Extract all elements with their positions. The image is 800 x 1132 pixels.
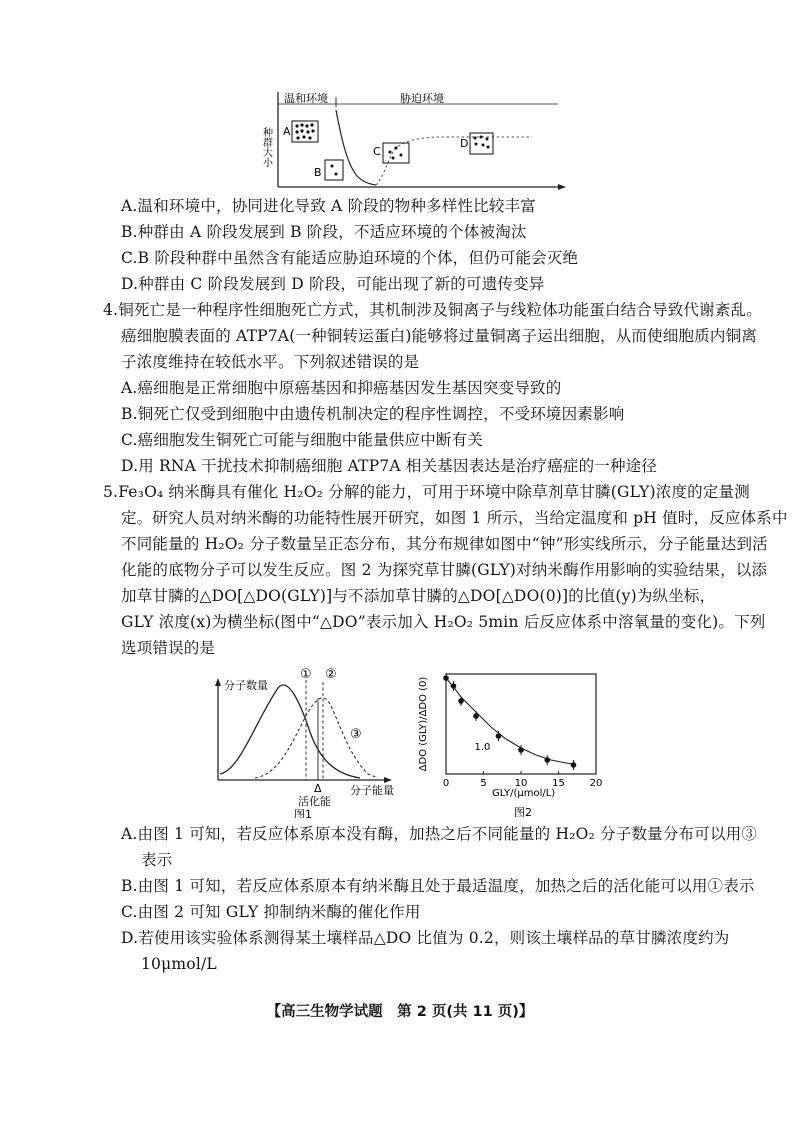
fig2-data-point <box>458 698 464 704</box>
fig1-ylabel: 分子数量 <box>224 679 268 692</box>
q4-stem-line3: 子浓度维持在较低水平。下列叙述错误的是 <box>121 353 420 371</box>
fig1-mark-1: ① <box>300 667 312 682</box>
q4-stem-line1: 4.铜死亡是一种程序性细胞死亡方式，其机制涉及铜离子与线粒体功能蛋白结合导致代谢紊乱。 <box>103 301 762 319</box>
q5-option-d-line1: D.若使用该实验体系测得某土壤样品△DO 比值为 0.2，则该土壤样品的草甘膦浓度约为 <box>121 929 730 947</box>
population-figure <box>240 92 570 194</box>
fig2-data-point <box>518 747 524 753</box>
q5-option-a-line2: 表示 <box>141 851 173 869</box>
q4-option-a: A.癌细胞是正常细胞中原癌基因和抑癌基因发生基因突变导致的 <box>121 379 562 397</box>
q5-stem-line6: GLY 浓度(x)为横坐标(图中“△DO”表示加入 H₂O₂ 5min 后反应体系中溶氧量的变化)。下列 <box>121 613 766 631</box>
fig1-caption: 图1 <box>294 808 312 818</box>
q3-option-b: B.种群由 A 阶段发展到 B 阶段，不适应环境的个体被淘汰 <box>121 223 527 241</box>
q5-option-d-line2: 10μmol/L <box>141 955 217 973</box>
fig2-data-point <box>451 683 457 689</box>
q5-option-a-line1: A.由图 1 可知，若反应体系原本没有酶，加热之后不同能量的 H₂O₂ 分子数量分布可以用③ <box>121 825 758 843</box>
fig2-data-point <box>544 757 550 763</box>
fig2-data-point <box>496 733 502 739</box>
fig2-caption: 图2 <box>514 806 532 818</box>
stage-a-label: A <box>283 125 291 138</box>
fig2-xtick-label: 0 <box>442 778 450 789</box>
q5-stem-line3: 不同能量的 H₂O₂ 分子数量呈正态分布，其分布规律如图中“钟”形实线所示，分子能量达到活 <box>121 535 768 553</box>
mild-environment-label: 温和环境 <box>284 92 328 105</box>
figure-2 <box>412 660 602 818</box>
fig1-mark-3: ③ <box>350 727 362 742</box>
q5-stem-line1: 5.Fe₃O₄ 纳米酶具有催化 H₂O₂ 分解的能力，可用于环境中除草剂草甘膦(GLY)浓度的定量测 <box>103 483 750 501</box>
q3-option-a: A.温和环境中，协同进化导致 A 阶段的物种多样性比较丰富 <box>121 197 536 215</box>
fig2-xtick-label: 20 <box>589 778 602 789</box>
fig2-annotation: 1.0 <box>474 742 491 753</box>
q4-option-b: B.铜死亡仅受到细胞中由遗传机制决定的程序性调控，不受环境因素影响 <box>121 405 625 423</box>
fig2-xtick-label: 15 <box>552 778 565 789</box>
stage-b-label: B <box>314 166 322 179</box>
q3-option-d: D.种群由 C 阶段发展到 D 阶段，可能出现了新的可遗传变异 <box>121 275 545 293</box>
q5-stem-line7: 选项错误的是 <box>121 639 216 657</box>
fig2-plot-frame <box>446 674 596 774</box>
population-size-ylabel: 种群大小 <box>260 127 272 167</box>
fig1-mark-2: ② <box>325 667 337 682</box>
q4-option-d: D.用 RNA 干扰技术抑制癌细胞 ATP7A 相关基因表达是治疗癌症的一种途径 <box>121 457 658 475</box>
q5-option-c: C.由图 2 可知 GLY 抑制纳米酶的催化作用 <box>121 903 421 921</box>
fig2-ylabel: ΔDO (GLY)/ΔDO (0) <box>418 676 429 772</box>
q5-stem-line4: 化能的底物分子可以发生反应。图 2 为探究草甘膦(GLY)对纳米酶作用影响的实验结果，以添 <box>121 561 768 579</box>
q4-stem-line2: 癌细胞膜表面的 ATP7A(一种铜转运蛋白)能够将过量铜离子运出细胞，从而使细胞质内铜离 <box>121 327 757 345</box>
fig2-xtick-label: 10 <box>514 778 528 789</box>
stage-c-label: C <box>373 145 381 158</box>
q5-stem-line2: 定。研究人员对纳米酶的功能特性展开研究，如图 1 所示，当给定温度和 pH 值时，反应体系中 <box>121 509 788 527</box>
q4-option-c: C.癌细胞发生铜死亡可能与细胞中能量供应中断有关 <box>121 431 484 449</box>
fig2-data-point <box>571 762 577 768</box>
fig2-fit-curve <box>446 678 574 764</box>
q5-stem-line5: 加草甘膦的△DO[△DO(GLY)]与不添加草甘膦的△DO[△DO(0)]的比值(y)为纵坐标， <box>121 587 716 605</box>
q5-option-b: B.由图 1 可知，若反应体系原本有纳米酶且处于最适温度，加热之后的活化能可以用①表示 <box>121 877 755 895</box>
fig2-xlabel: GLY/(μmol/L) <box>492 788 556 799</box>
fig2-data-point <box>443 675 449 681</box>
fig1-activation-label: 活化能 <box>298 795 331 808</box>
fig1-xlabel: 分子能量 <box>350 784 394 797</box>
fig2-data-point <box>473 713 479 719</box>
fig2-xtick-label: 5 <box>480 778 487 789</box>
figure-1 <box>200 662 400 818</box>
q3-option-c: C.B 阶段种群中虽然含有能适应胁迫环境的个体，但仍可能会灭绝 <box>121 249 579 267</box>
stage-d-label: D <box>460 137 469 150</box>
stress-environment-label: 胁迫环境 <box>400 92 444 105</box>
page-footer: 【高三生物学试题 第 2 页(共 11 页)】 <box>266 1004 534 1020</box>
fig1-delta-mark: Δ <box>314 782 322 795</box>
